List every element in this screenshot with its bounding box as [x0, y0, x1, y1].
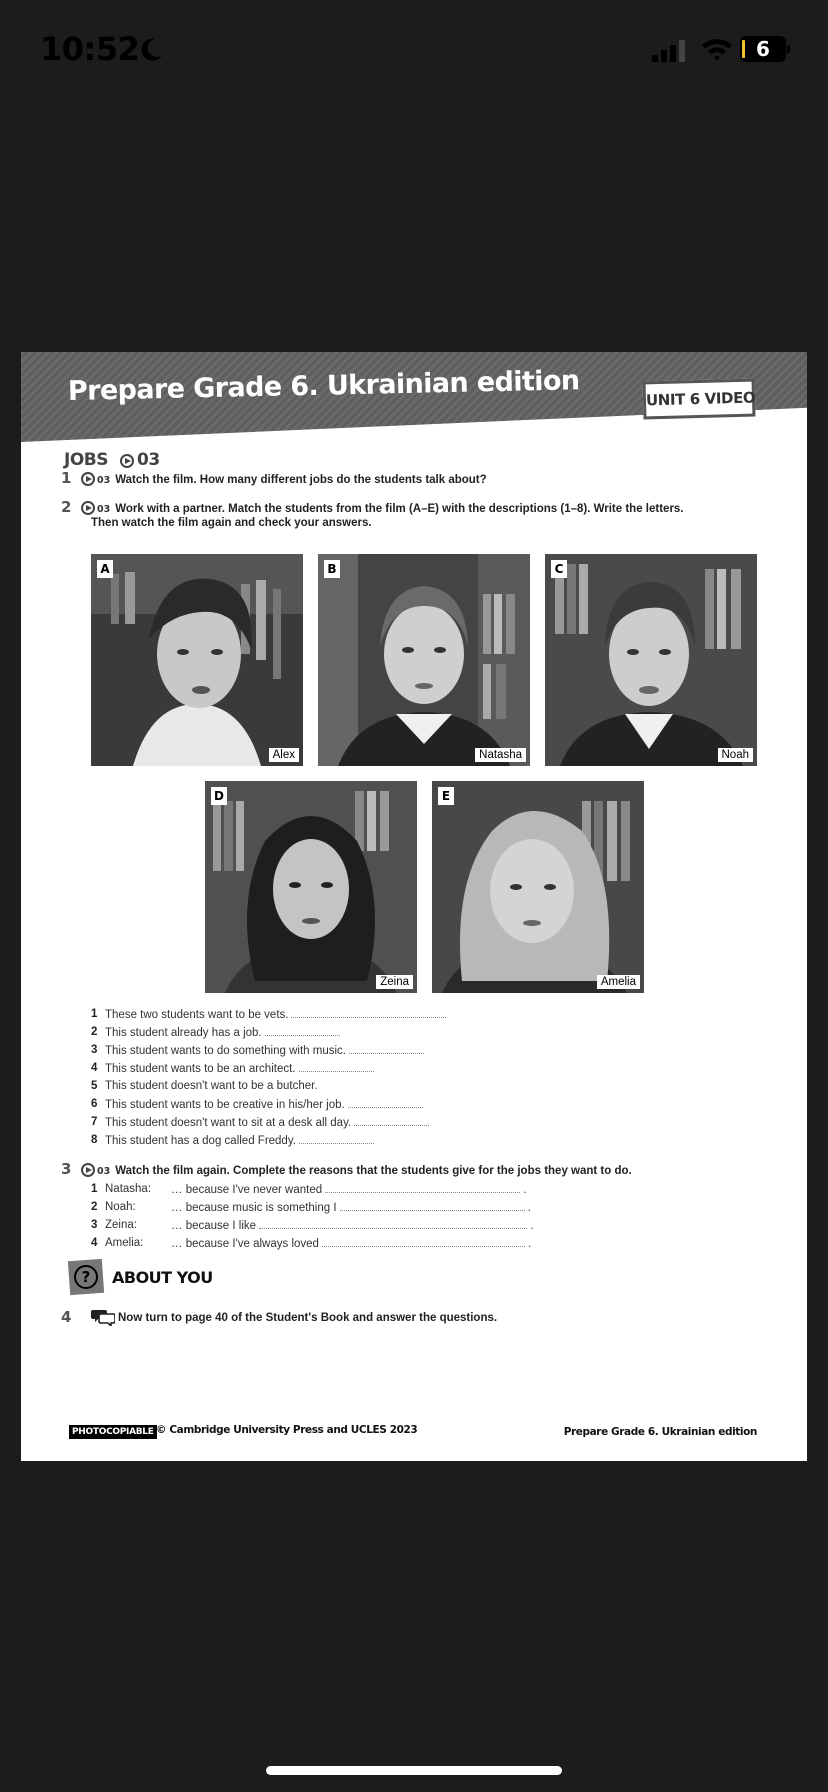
exercise-2-instruction	[81, 501, 684, 515]
wifi-icon	[700, 36, 734, 62]
exercise-2-line-2-wrap	[91, 517, 372, 529]
photo-letter-b: B	[324, 560, 340, 578]
student-photo-d	[205, 781, 417, 993]
answer-blank[interactable]	[348, 1098, 423, 1108]
play-icon	[81, 472, 95, 486]
photo-name-c: Noah	[718, 748, 754, 762]
worksheet-page[interactable]: Prepare Grade 6. Ukrainian edition UNIT 6 VIDEO JOBS 03 1 03 Watch the film. How many different jobs do the students talk about? 2 03 Work with a partner. Match the students from the film (A–E) with the descriptions (1–8). Write the letters. Then watch the film again and check your answers. A Alex B Natasha C Noah D Zeina E Amelia 1 These two students want to be vets. 2 This student already has a job. 3 This student wants to do something with music. 4 This student wants to be an architect. 5 This student doesn't want to be a butcher. 6 This student wants to be creative in his/her job. 7 This student doesn't want to sit at a desk all day. 8 This student has a dog called Freddy. 3 03 Watch the film again. Complete the reasons that the students give for the jobs they want to do. 1 Natasha: … because I've never wanted . 2 Noah: … because music is something I . 3 Zeina: … because I like . 4 Amelia: … because I've always loved . ? ABOUT YOU 4 Now turn to page 40 of the Student's Book and answer the questions. PHOTOCOPIABLE © Cambridge University Press and UCLES 2023 Prepare Grade 6. Ukrainian edition	[21, 352, 807, 1461]
exercise-3-number: 3	[61, 1160, 72, 1178]
answer-blank[interactable]	[259, 1219, 527, 1229]
speech-bubble-icon	[91, 1308, 115, 1326]
video-code: 03	[97, 504, 111, 515]
play-icon	[81, 1163, 95, 1177]
answer-blank[interactable]	[340, 1201, 525, 1211]
exercise-4-text: Now turn to page 40 of the Student's Book and answer the questions.	[118, 1312, 498, 1324]
photocopiable-badge: PHOTOCOPIABLE	[69, 1425, 157, 1439]
exercise-4-number: 4	[61, 1308, 72, 1326]
status-bar	[0, 0, 828, 100]
photo-d	[205, 781, 417, 993]
student-photo-e	[432, 781, 644, 993]
photo-c	[545, 554, 757, 766]
answer-blank[interactable]	[325, 1183, 520, 1193]
question-icon: ?	[68, 1259, 104, 1295]
photo-letter-d: D	[211, 787, 227, 805]
home-indicator[interactable]	[266, 1766, 562, 1775]
exercise-2-line-1: Work with a partner. Match the students from the film (A–E) with the descriptions (1–8). Write the letters.	[115, 503, 684, 515]
photo-name-a: Alex	[269, 748, 299, 762]
exercise-1-instruction	[81, 472, 487, 486]
play-icon	[120, 454, 134, 468]
answer-blank[interactable]	[354, 1116, 429, 1126]
photo-name-d: Zeina	[376, 975, 413, 989]
answer-blank[interactable]	[265, 1026, 340, 1036]
video-code: 03	[97, 1166, 111, 1177]
answer-blank[interactable]	[299, 1134, 374, 1144]
exercise-2-number: 2	[61, 498, 72, 516]
photo-letter-c: C	[551, 560, 567, 578]
student-photo-c	[545, 554, 757, 766]
answer-blank[interactable]	[322, 1237, 525, 1247]
unit-badge: UNIT 6 VIDEO	[643, 379, 756, 420]
exercise-3-instruction	[81, 1163, 632, 1177]
battery-indicator: 6	[740, 36, 786, 62]
exercise-3-text: Watch the film again. Complete the reasons that the students give for the jobs they want to do.	[115, 1165, 632, 1177]
about-you-heading: ABOUT YOU	[112, 1268, 213, 1287]
copyright-text: © Cambridge University Press and UCLES 2023	[156, 1424, 418, 1436]
student-photo-b	[318, 554, 530, 766]
exercise-1-text: Watch the film. How many different jobs do the students talk about?	[115, 474, 487, 486]
status-time: 10:52	[40, 30, 140, 68]
footer-title: Prepare Grade 6. Ukrainian edition	[563, 1426, 757, 1438]
answer-blank[interactable]	[349, 1044, 424, 1054]
photo-name-e: Amelia	[597, 975, 640, 989]
section-code: 03	[136, 450, 160, 470]
photo-letter-e: E	[438, 787, 454, 805]
photo-e	[432, 781, 644, 993]
answer-blank[interactable]	[291, 1008, 446, 1018]
exercise-2-line-2: Then watch the film again and check your answers.	[91, 517, 372, 529]
banner-title: Prepare Grade 6. Ukrainian edition	[67, 365, 580, 407]
photo-name-b: Natasha	[475, 748, 526, 762]
answer-blank[interactable]	[299, 1062, 374, 1072]
play-icon	[81, 501, 95, 515]
photo-b	[318, 554, 530, 766]
exercise-4-instruction	[118, 1312, 497, 1324]
moon-icon	[139, 36, 165, 62]
section-title	[64, 450, 160, 470]
exercise-1-number: 1	[61, 469, 72, 487]
section-title-text: JOBS	[64, 450, 108, 470]
signal-icon	[652, 40, 686, 62]
photo-a	[91, 554, 303, 766]
video-code: 03	[97, 475, 111, 486]
student-photo-a	[91, 554, 303, 766]
photo-letter-a: A	[97, 560, 113, 578]
